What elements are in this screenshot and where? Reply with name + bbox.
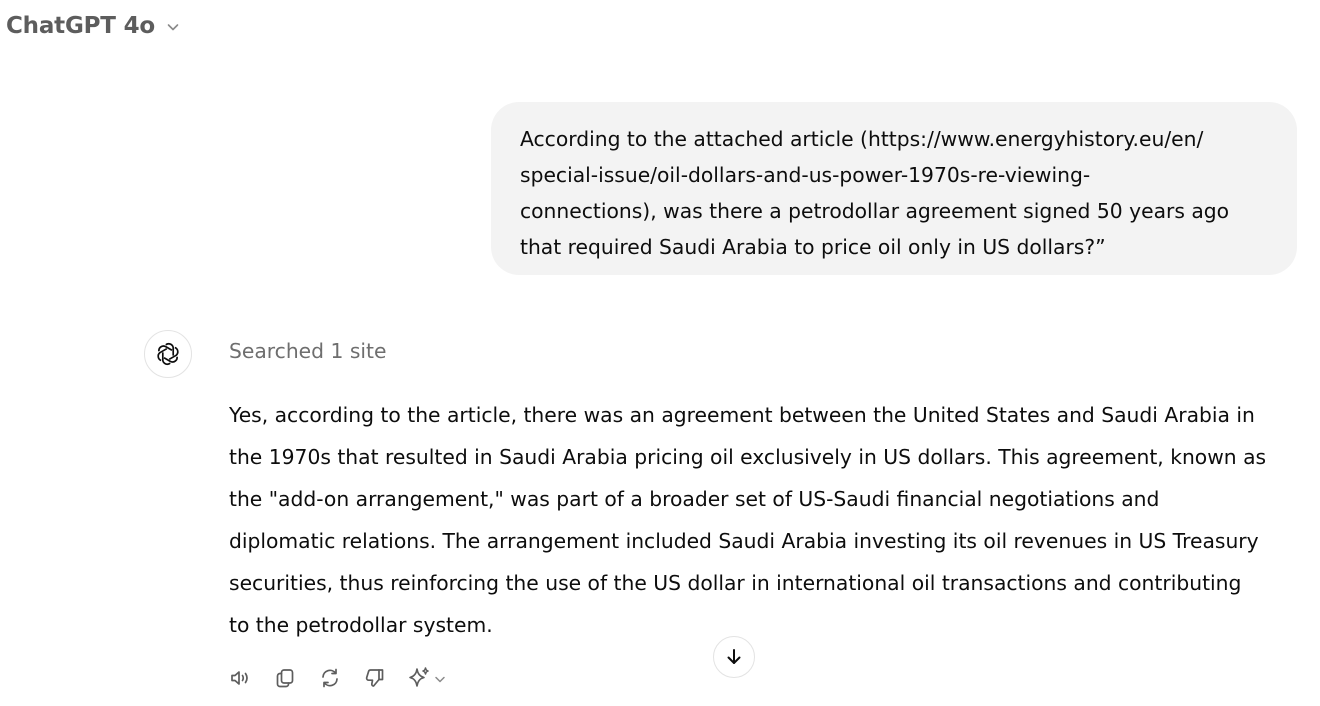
thumbs-down-button[interactable]: [359, 662, 391, 694]
copy-icon: [273, 666, 297, 690]
copy-button[interactable]: [269, 662, 301, 694]
regenerate-icon: [318, 666, 342, 690]
chevron-down-icon: [433, 672, 447, 686]
answer-line: diplomatic relations. The arrangement included Saudi Arabia investing its oil revenues in US Treasury: [229, 529, 1259, 553]
answer-line: to the petrodollar system.: [229, 613, 493, 637]
regenerate-button[interactable]: [314, 662, 346, 694]
answer-line: the "add-on arrangement," was part of a broader set of US-Saudi financial negotiations and: [229, 487, 1160, 511]
user-message-line: special-issue/oil-dollars-and-us-power-1970s-re-viewing-: [520, 163, 1091, 187]
model-switcher[interactable]: [6, 10, 181, 42]
answer-line: Yes, according to the article, there was an agreement between the United States and Saudi Arabia in: [229, 403, 1255, 427]
chevron-down-icon: [165, 19, 181, 35]
user-message-line: According to the attached article (https://www.energyhistory.eu/en/: [520, 127, 1204, 151]
read-aloud-icon: [228, 666, 252, 690]
answer-line: securities, thus reinforcing the use of the US dollar in international oil transactions and contributing: [229, 571, 1242, 595]
openai-logo-icon: [154, 340, 182, 368]
searched-sites-toggle[interactable]: Searched 1 site: [229, 339, 387, 363]
user-message-bubble: [491, 102, 1297, 275]
message-actions-toolbar: [224, 662, 447, 694]
assistant-avatar: [144, 330, 192, 378]
thumbs-down-icon: [363, 666, 387, 690]
user-message-line: that required Saudi Arabia to price oil only in US dollars?”: [520, 235, 1106, 259]
user-message-line: connections), was there a petrodollar agreement signed 50 years ago: [520, 199, 1230, 223]
read-aloud-button[interactable]: [224, 662, 256, 694]
scroll-to-bottom-button[interactable]: [713, 636, 755, 678]
sparkle-icon: [406, 665, 432, 691]
assistant-answer: [229, 394, 1309, 646]
change-model-button[interactable]: [404, 662, 447, 694]
model-name: ChatGPT 4o: [6, 13, 156, 39]
arrow-down-icon: [723, 646, 745, 668]
answer-line: the 1970s that resulted in Saudi Arabia pricing oil exclusively in US dollars. This agreement, known as: [229, 445, 1267, 469]
